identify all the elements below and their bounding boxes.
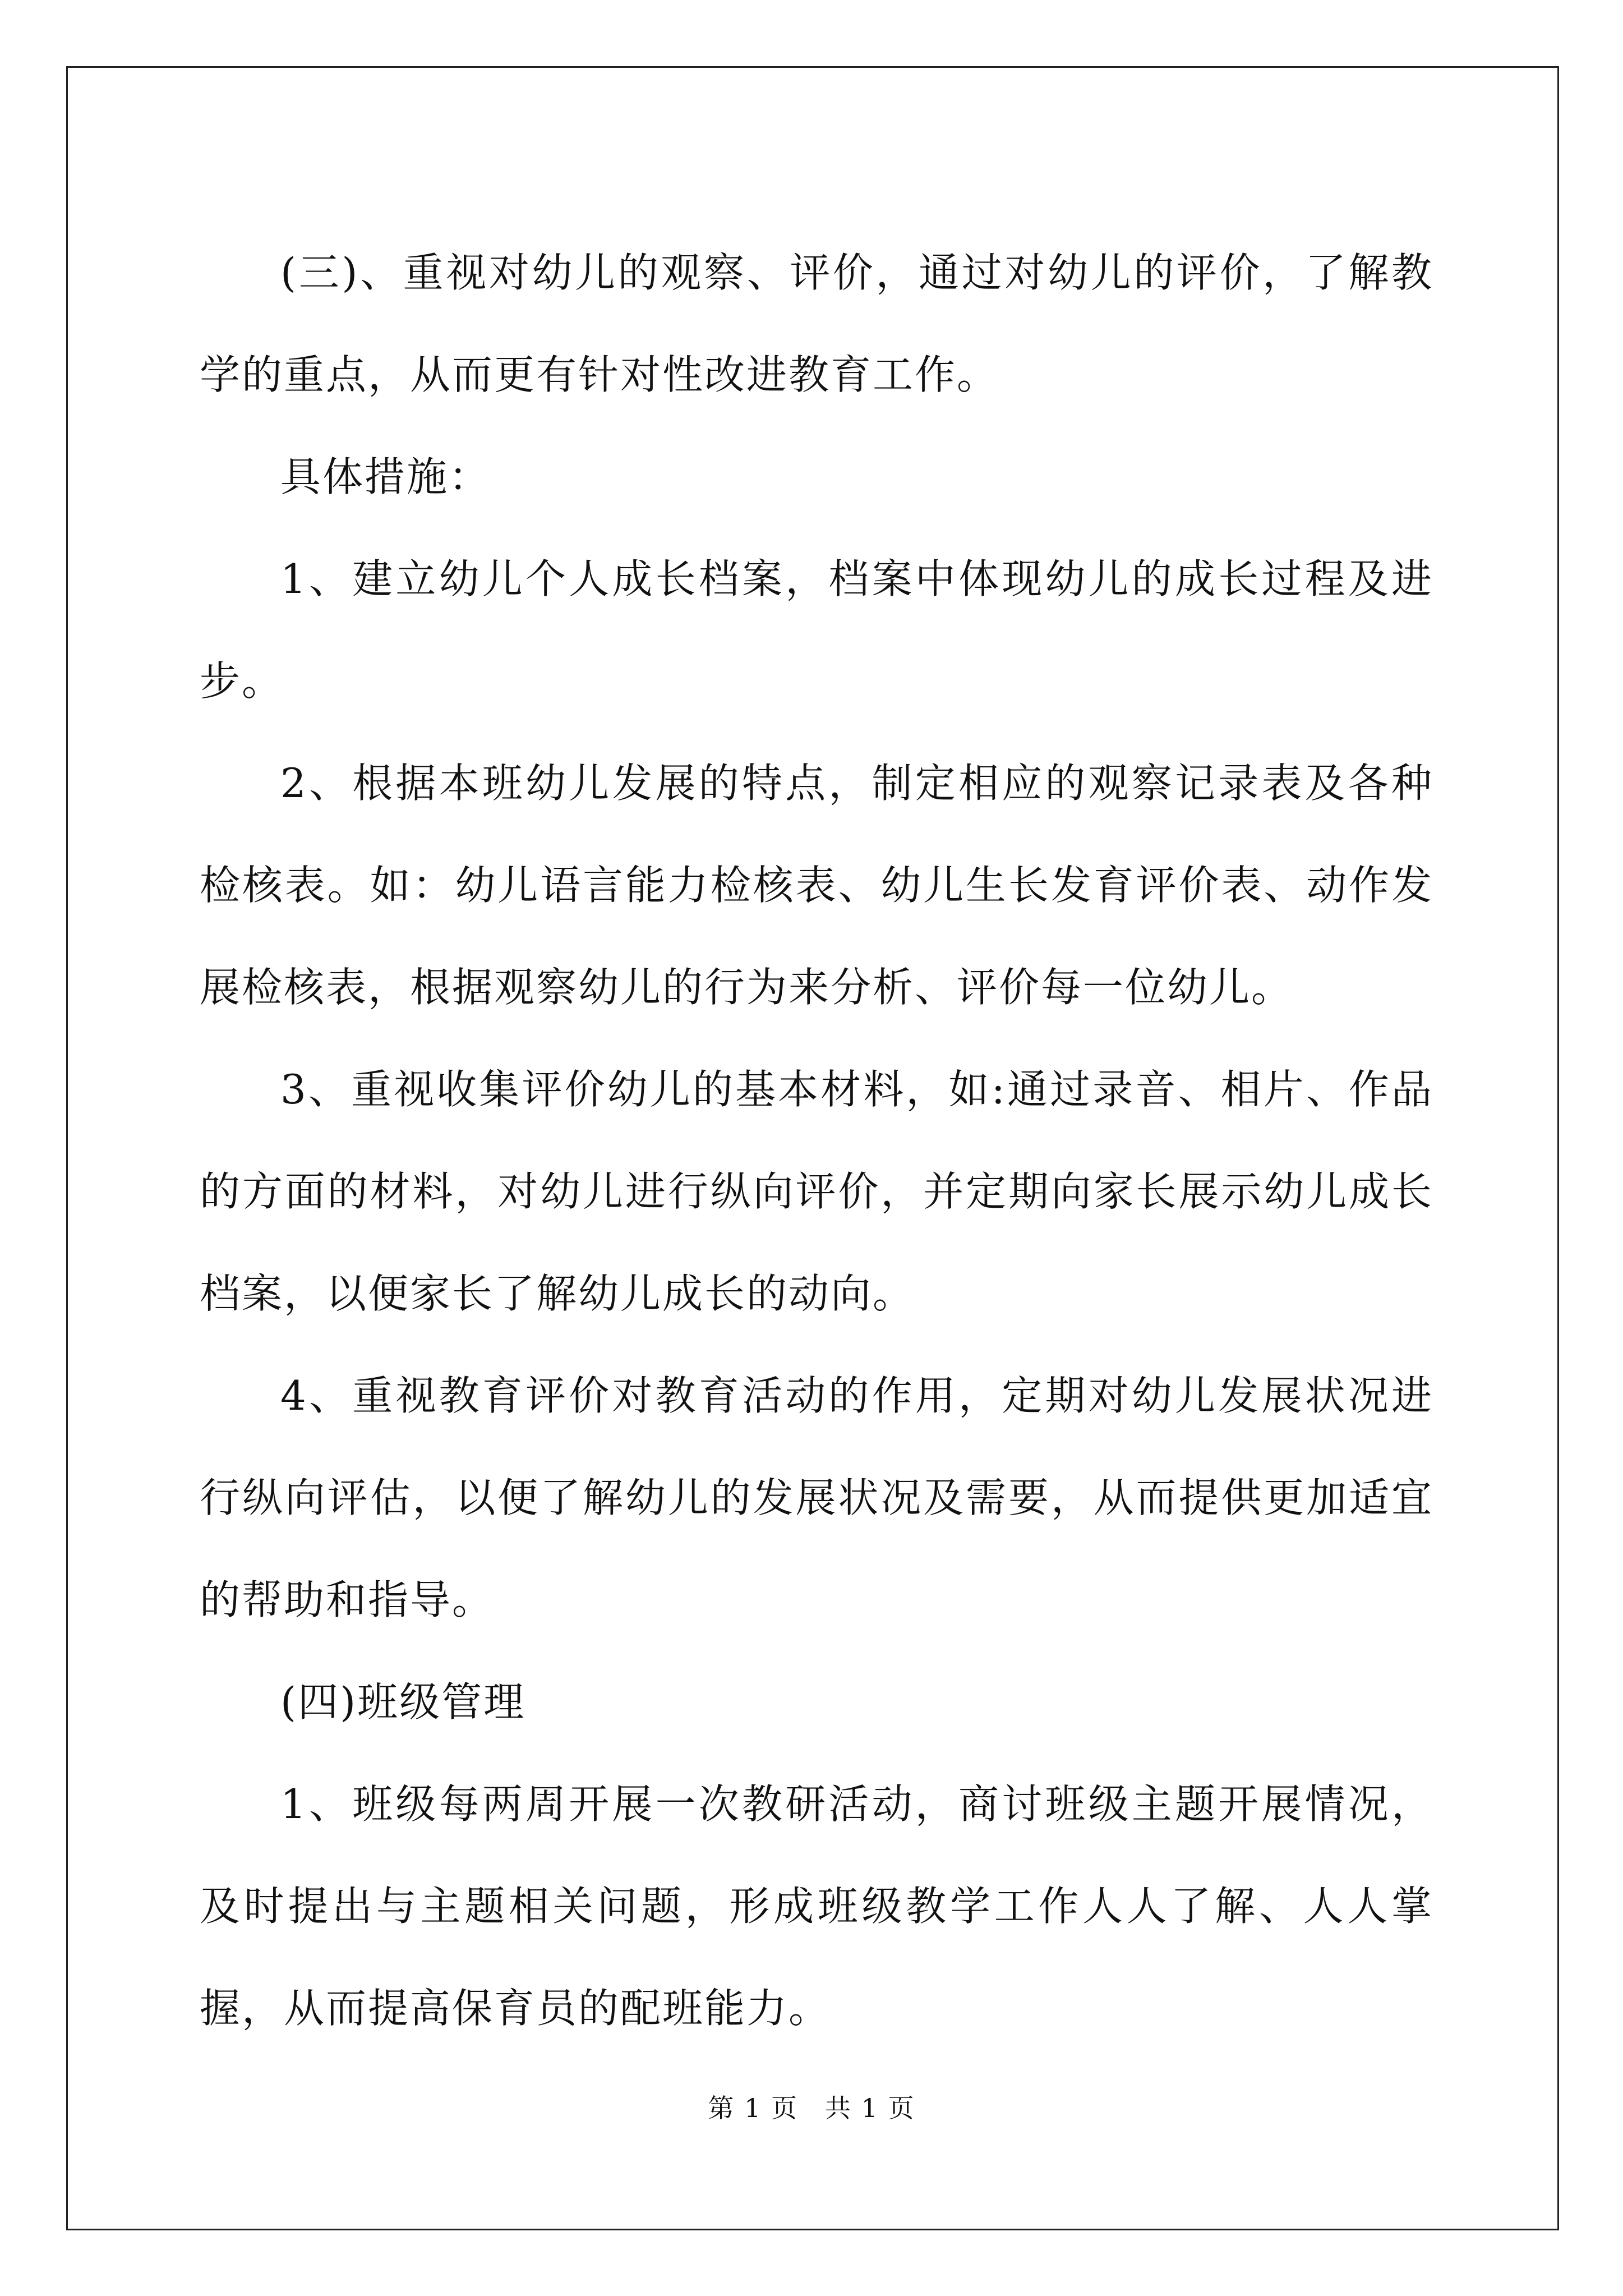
paragraph-section-four: (四)班级管理: [280, 1678, 526, 1726]
paragraph-section-three: (三)、重视对幼儿的观察、评价，通过对幼儿的评价，了解教学的重点，从而更有针对性改进教育工作。: [200, 249, 1433, 398]
paragraph-measure-4: 4、重视教育评价对教育活动的作用，定期对幼儿发展状况进行纵向评估，以便了解幼儿的发展状况及需要，从而提供更加适宜的帮助和指导。: [200, 1372, 1433, 1623]
paragraph-class-management-1: 1、班级每两周开展一次教研活动，商讨班级主题开展情况，及时提出与主题相关问题，形成班级教学工作人人了解、人人掌握，从而提高保育员的配班能力。: [200, 1780, 1433, 2032]
paragraph-measure-2: 2、根据本班幼儿发展的特点，制定相应的观察记录表及各种检核表。如：幼儿语言能力检核表、幼儿生长发育评价表、动作发展检核表，根据观察幼儿的行为来分析、评价每一位幼儿。: [200, 760, 1433, 1011]
paragraph-measures-heading: 具体措施：: [280, 453, 491, 500]
paragraph-measure-3: 3、重视收集评价幼儿的基本材料，如:通过录音、相片、作品的方面的材料，对幼儿进行纵向评价，并定期向家长展示幼儿成长档案，以便家长了解幼儿成长的动向。: [200, 1066, 1433, 1317]
document-body: [200, 222, 1433, 2059]
paragraph-measure-1: 1、建立幼儿个人成长档案，档案中体现幼儿的成长过程及进步。: [200, 555, 1433, 705]
page-number-footer: 第 1 页 共 1 页: [708, 2093, 915, 2123]
